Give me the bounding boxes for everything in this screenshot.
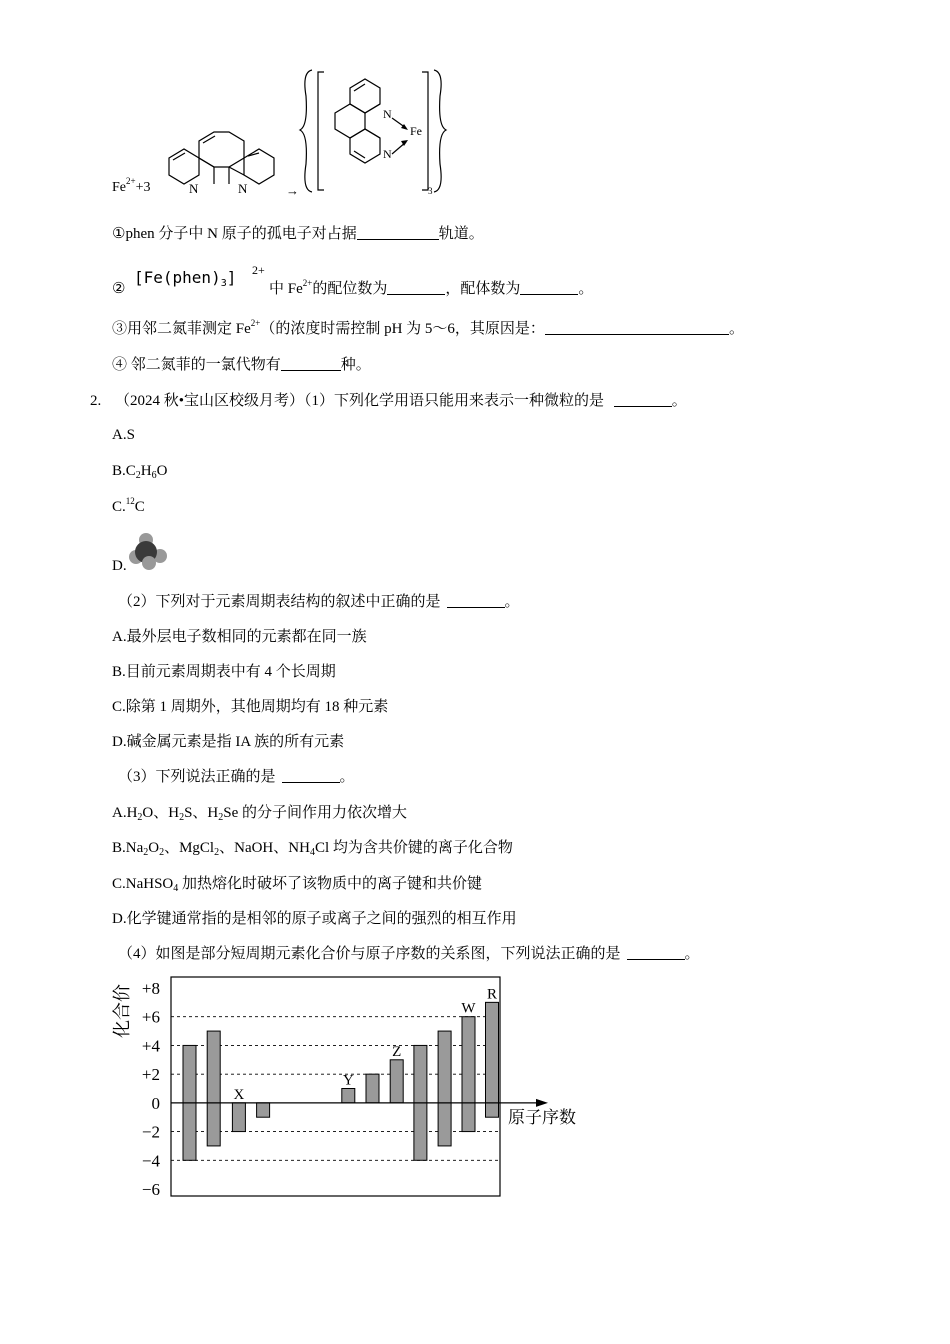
q1-part1: ①phen 分子中 N 原子的孤电子对占据 轨道。	[112, 226, 484, 242]
q2p3-option-b[interactable]: $B.Na_2O_2$、MgCl$_2$、NaOH、$NH_4Cl$ 均为含共价键的离子化合物	[112, 840, 513, 858]
bar	[207, 1031, 220, 1146]
answer-blank[interactable]	[447, 593, 505, 608]
y-tick-label: −4	[141, 1151, 160, 1171]
svg-text:3: 3	[428, 186, 433, 196]
bar-label: Z	[392, 1043, 402, 1060]
q2-header: 2. （2024 秋•宝山区校级月考）（1）下列化学用语只能用来表示一种微粒的是 。	[90, 393, 687, 409]
q2p1-option-c[interactable]: C.$^{12}$C	[112, 496, 145, 515]
complex-formula: $[Fe(phen)_3]$	[134, 268, 237, 289]
answer-blank[interactable]	[357, 225, 439, 240]
q2p3-option-c[interactable]: C.NaHSO$_4$ 加热熔化时破坏了该物质中的离子键和共价键	[112, 876, 483, 894]
x-axis-label: 原子序数	[508, 1107, 576, 1127]
phen-structure	[155, 118, 290, 198]
reaction-arrow: →	[286, 183, 299, 198]
svg-text:Fe: Fe	[410, 124, 422, 138]
answer-blank[interactable]	[387, 280, 445, 295]
bar	[342, 1089, 355, 1103]
bar	[232, 1103, 245, 1132]
q2p1-option-a[interactable]: A.S	[112, 427, 135, 443]
bar-label: W	[461, 1000, 476, 1017]
y-tick-label: −6	[141, 1180, 160, 1199]
answer-blank[interactable]	[520, 280, 578, 295]
answer-blank[interactable]	[281, 356, 341, 371]
answer-blank[interactable]	[545, 320, 729, 335]
q2p2-option-d[interactable]: D.碱金属元素是指 IA 族的所有元素	[112, 734, 345, 750]
bar-label: R	[486, 986, 498, 1003]
q2p1-option-b[interactable]: $B.C_2H_6O$	[112, 463, 168, 481]
answer-blank[interactable]	[627, 945, 685, 960]
q1-part3: ③用邻二氮菲测定 $Fe^{2+}$（的浓度时需控制 pH 为 5～6，其原因是： 。	[112, 318, 744, 337]
q1-part4: ④ 邻二氮菲的一氯代物有 种。	[112, 357, 371, 373]
q2p4-stem: （4）如图是部分短周期元素化合价与原子序数的关系图，下列说法正确的是 。	[118, 946, 700, 962]
fe-phen-complex-structure	[298, 66, 448, 196]
bar	[438, 1031, 451, 1146]
svg-text:N: N	[383, 147, 392, 161]
q2p3-option-d[interactable]: D.化学键通常指的是相邻的原子或离子之间的强烈的相互作用	[112, 911, 517, 927]
svg-text:N: N	[383, 107, 392, 121]
q2p3-stem: （3）下列说法正确的是 。	[118, 769, 355, 785]
q2p3-option-a[interactable]: $A.H_2O$、$H_2S$、$H_2Se$ 的分子间作用力依次增大	[112, 805, 408, 823]
question-number: 2.	[90, 393, 102, 409]
answer-blank[interactable]	[282, 768, 340, 783]
q2p2-option-a[interactable]: A.最外层电子数相同的元素都在同一族	[112, 629, 367, 645]
y-tick-label: +8	[141, 979, 160, 998]
q2p1-option-d[interactable]: D.	[112, 558, 127, 574]
answer-blank[interactable]	[614, 392, 672, 407]
svg-text:N: N	[238, 181, 248, 196]
bar-label: Y	[342, 1072, 354, 1089]
reactant-fe-ion: $Fe^{2+}+3$	[112, 176, 151, 195]
svg-text:N: N	[189, 181, 199, 196]
x-axis-arrow	[536, 1099, 548, 1107]
bar	[486, 1002, 499, 1117]
q2p2-option-b[interactable]: B.目前元素周期表中有 4 个长周期	[112, 664, 336, 680]
methane-model-image	[126, 530, 170, 572]
valence-chart	[100, 970, 600, 1205]
bar-label: X	[233, 1086, 245, 1103]
bar	[462, 1017, 475, 1132]
y-axis-label: 化合价	[112, 984, 132, 1038]
y-tick-label: +6	[141, 1007, 160, 1027]
bar	[390, 1060, 403, 1103]
q2p2-option-c[interactable]: C.除第 1 周期外，其他周期均有 18 种元素	[112, 699, 389, 715]
bar	[257, 1103, 270, 1117]
y-tick-label: 0	[151, 1093, 160, 1113]
y-tick-label: −2	[141, 1122, 160, 1142]
y-tick-label: +4	[141, 1036, 160, 1056]
y-tick-label: +2	[141, 1065, 160, 1085]
q2p2-stem: （2）下列对于元素周期表结构的叙述中正确的是 。	[118, 594, 520, 610]
bar	[366, 1074, 379, 1103]
